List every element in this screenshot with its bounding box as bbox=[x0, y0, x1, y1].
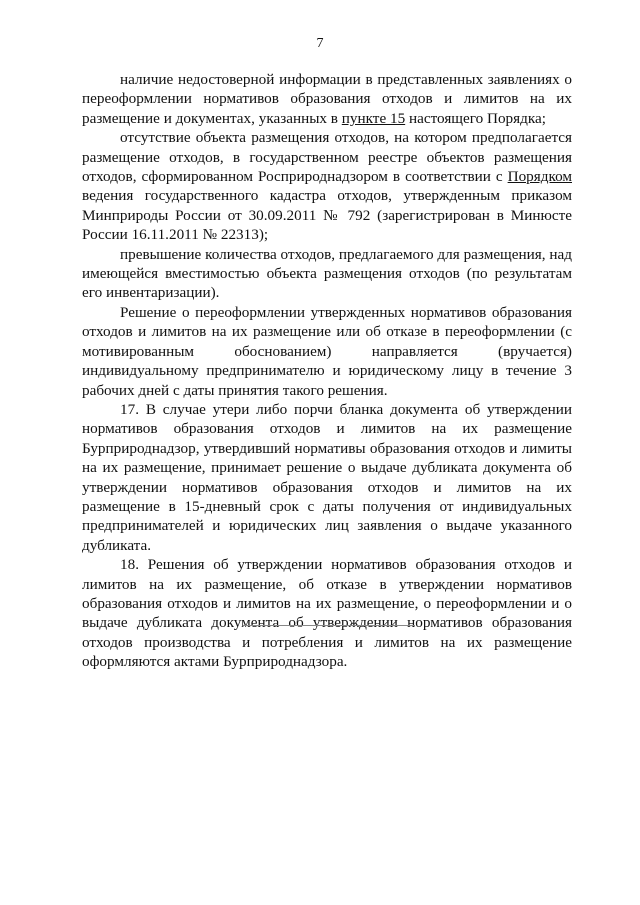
paragraph-missing-facility: отсутствие объекта размещения отходов, на котором предполагается размещение отходов, в государственном реестре объектов размещения отходов, сформированном Росприроднадзором в соответствии с Порядком ведения государственного кадастра отходов, утвержденным приказом Минприроды России от 30.09.2011 № 792 (зарегистрирован в Минюсте России 16.11.2011 № 22313); bbox=[82, 129, 572, 244]
paragraph-capacity-exceeded: превышение количества отходов, предлагаемого для размещения, над имеющейся вместимостью объекта размещения отходов (по результатам его инвентаризации). bbox=[82, 245, 572, 302]
body-text bbox=[82, 70, 572, 672]
paragraph-invalid-information: наличие недостоверной информации в представленных заявлениях о переоформлении нормативов образования отходов и лимитов на их размещение и документах, указанных в пункте 15 настоящего Порядка; bbox=[82, 71, 572, 127]
paragraph-18-acts: 18. Решения об утверждении нормативов образования отходов и лимитов на их размещение, об отказе в утверждении нормативов образования отходов и лимитов на их размещение, о переоформлении и о выдаче дубликата документа об утверждении нормативов образования отходов производства и потребления и лимитов на их размещение оформляются актами Бурприроднадзора. bbox=[82, 556, 572, 671]
divider-line bbox=[243, 625, 415, 626]
link-item-15[interactable]: пункте 15 bbox=[341, 109, 406, 127]
link-procedure[interactable]: Порядком bbox=[507, 168, 572, 186]
page-number: 7 bbox=[316, 36, 324, 51]
paragraph-17-duplicate: 17. В случае утери либо порчи бланка документа об утверждении нормативов образования отходов и лимитов на их размещение Бурприроднадзор, утвердивший нормативы образования отходов и лимиты на их размещение, принимает решение о выдаче дубликата документа об утверждении нормативов образования отходов и лимитов на их размещение в 15-дневный срок с даты получения от индивидуальных предпринимателей и юридических лиц заявления о выдаче указанного дубликата. bbox=[82, 400, 572, 554]
paragraph-reissue-decision: Решение о переоформлении утвержденных нормативов образования отходов и лимитов на их размещение или об отказе в переоформлении (с мотивированным обоснованием) направляется (вручается) индивидуальному предпринимателю и юридическому лицу в течение 3 рабочих дней с даты принятия такого решения. bbox=[82, 303, 572, 399]
